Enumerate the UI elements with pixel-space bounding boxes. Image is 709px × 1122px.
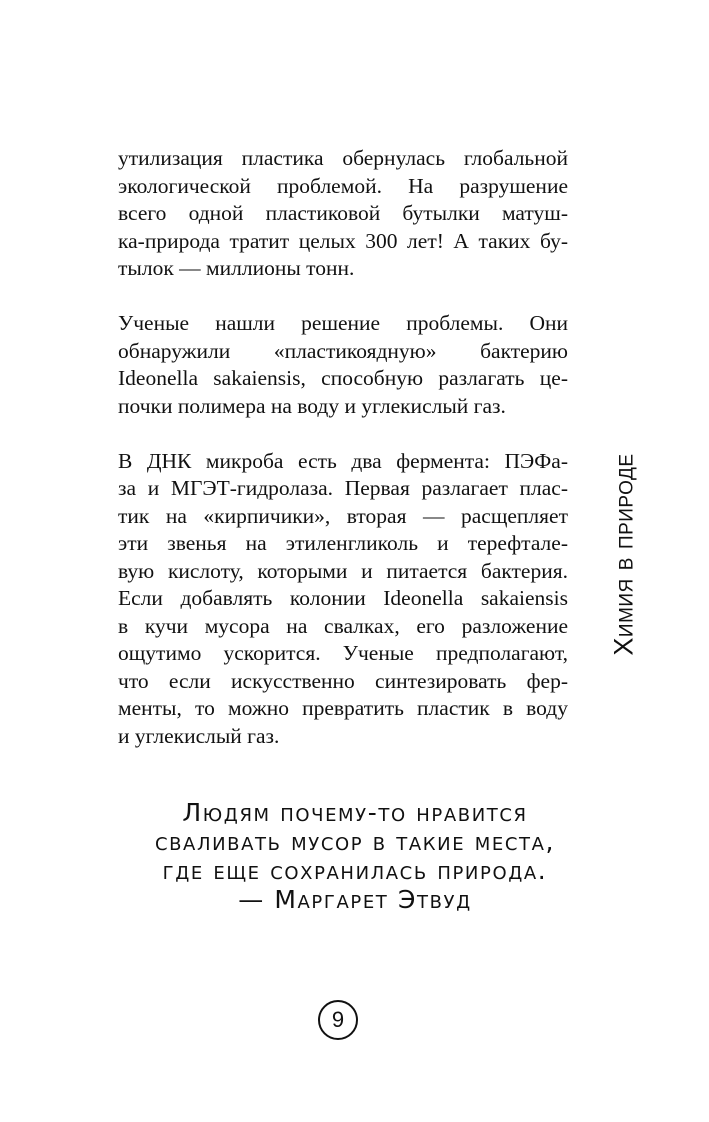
text-line: вую кислоту, которыми и питается бактерия. xyxy=(118,558,568,583)
text-line: обнаружили «пластикоядную» бактерию xyxy=(118,338,568,363)
paragraph-3 xyxy=(118,448,568,751)
text-line: экологической проблемой. На разрушение xyxy=(118,173,568,198)
paragraph-1 xyxy=(118,145,568,283)
text-line: и углекислый газ. xyxy=(118,723,280,748)
text-line: тик на «кирпичики», вторая — расщепляет xyxy=(118,503,568,528)
text-line: Ученые нашли решение проблемы. Они xyxy=(118,311,568,335)
text-line: Если добавлять колонии Ideonella sakaiensis xyxy=(118,586,568,610)
text-line: утилизация пластика обернулась глобальной xyxy=(118,146,568,170)
quote-line: сваливать мусор в такие места, xyxy=(154,827,556,856)
text-line: почки полимера на воду и углекислый газ. xyxy=(118,393,506,418)
text-line: менты, то можно превратить пластик в воду xyxy=(118,696,568,720)
quote-line: Людям почему-то нравится xyxy=(182,798,528,827)
text-line: что если искусственно синтезировать фер- xyxy=(118,668,568,693)
text-line: ощутимо ускорится. Ученые предполагают, xyxy=(118,641,568,665)
body-text xyxy=(118,145,568,778)
quote-attribution: — Маргарет Этвуд xyxy=(238,885,472,914)
text-line: эти звенья на этиленгликоль и терефтале- xyxy=(118,531,568,555)
running-head xyxy=(594,452,654,657)
quote-line: где еще сохранилась природа. xyxy=(162,856,548,885)
text-line: Ideonella sakaiensis, способную разлагать це- xyxy=(118,366,568,390)
epigraph-quote xyxy=(100,798,610,914)
text-line: всего одной пластиковой бутылки матуш- xyxy=(118,201,568,225)
text-line: за и МГЭТ-гидролаза. Первая разлагает плас- xyxy=(118,476,568,500)
text-line: тылок — миллионы тонн. xyxy=(118,256,355,280)
running-head-text: Химия в природе xyxy=(608,453,639,656)
text-line: В ДНК микроба есть два фермента: ПЭФа- xyxy=(118,448,568,473)
paragraph-2 xyxy=(118,310,568,420)
page-number: 9 xyxy=(318,1000,358,1040)
text-line: в кучи мусора на свалках, его разложение xyxy=(118,613,568,638)
text-line: ка-природа тратит целых 300 лет! А таких бу- xyxy=(118,228,568,253)
